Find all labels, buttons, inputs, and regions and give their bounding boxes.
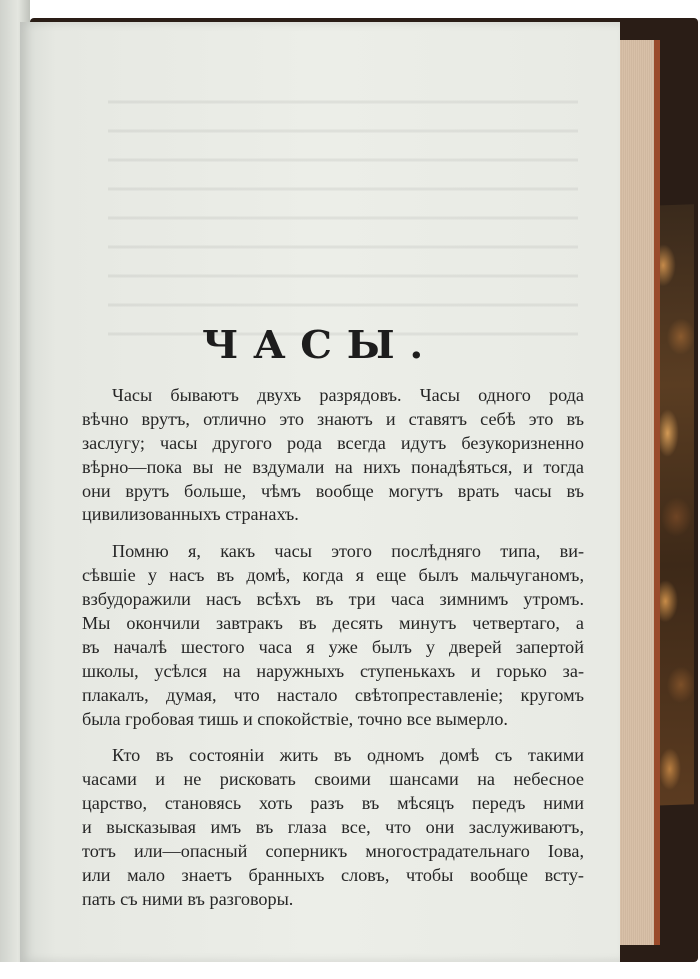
- text-line: сѣвшіе у насъ въ домѣ, когда я еще былъ мальчуганомъ,: [82, 565, 584, 586]
- bleed-through-text: [108, 84, 578, 344]
- text-line: Помню я, какъ часы этого послѣдняго типа, ви-: [112, 541, 584, 562]
- text-line: взбудоражили насъ всѣхъ въ три часа зимнимъ утромъ.: [82, 589, 584, 610]
- paragraph-3: [82, 744, 584, 911]
- text-line: Мы окончили завтракъ въ десять минутъ четвертаго, а: [82, 613, 584, 634]
- chapter-title: ЧАСЫ.: [201, 322, 439, 367]
- text-line: пать съ ними въ разговоры.: [82, 888, 294, 909]
- text-line: цивилизованныхъ странахъ.: [82, 504, 299, 525]
- text-line: Кто въ состояніи жить въ одномъ домѣ съ такими: [112, 745, 584, 766]
- paragraph-1: [82, 384, 584, 527]
- text-line: плакалъ, думая, что настало свѣтопреставленіе; кругомъ: [82, 684, 584, 705]
- body-text: [82, 384, 584, 925]
- text-line: школы, усѣлся на наружныхъ ступенькахъ и горько за-: [82, 660, 584, 681]
- text-line: царство, становясь хоть разъ въ мѣсяцъ передъ ними: [82, 793, 584, 814]
- text-line: была гробовая тишь и спокойствіе, точно все вымерло.: [82, 708, 508, 729]
- photo-background: [0, 962, 700, 979]
- text-line: они врутъ больше, чѣмъ вообще могутъ врать часы въ: [82, 480, 584, 501]
- text-line: въ началѣ шестого часа я уже былъ у дверей запертой: [82, 636, 584, 657]
- text-line: вѣчно врутъ, отлично это знаютъ и ставятъ себѣ это въ: [82, 408, 584, 429]
- paragraph-2: [82, 540, 584, 731]
- text-line: или мало знаетъ бранныхъ словъ, чтобы вообще всту-: [82, 864, 584, 885]
- book-page: [20, 22, 620, 962]
- text-line: и высказывая имъ въ глаза все, что они заслуживаютъ,: [82, 817, 584, 838]
- page-edges: [618, 40, 660, 945]
- text-line: часами и не рисковать своими шансами на небесное: [82, 769, 584, 790]
- text-line: тотъ или—опасный соперникъ многострадательнаго Іова,: [82, 841, 584, 862]
- text-line: вѣрно—пока вы не вздумали на нихъ понадѣяться, и тогда: [82, 456, 584, 477]
- text-line: заслугу; часы другого рода всегда идутъ безукоризненно: [82, 432, 584, 453]
- text-line: Часы бываютъ двухъ разрядовъ. Часы одного рода: [112, 385, 584, 405]
